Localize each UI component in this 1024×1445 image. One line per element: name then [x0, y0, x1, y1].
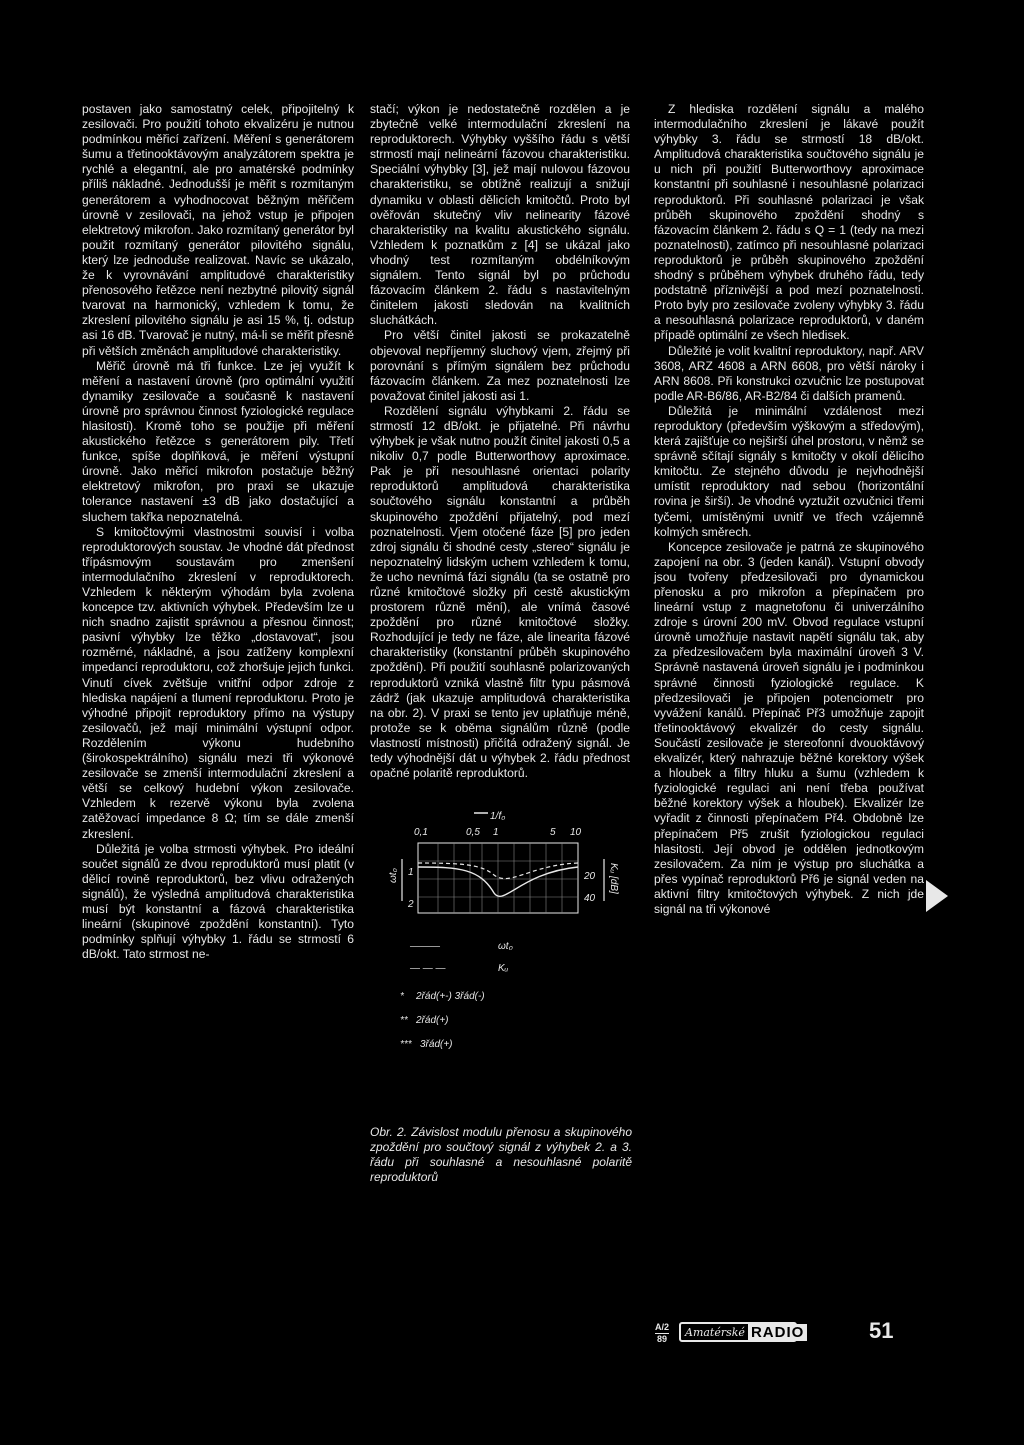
- left-tick: 2: [408, 899, 414, 910]
- x-tick: 1: [493, 827, 499, 838]
- x-tick: 5: [550, 827, 556, 838]
- legend-symbol: **: [400, 1015, 408, 1026]
- paragraph: Pro větší činitel jakosti se prokazatelně objevoval nepříjemný sluchový vjem, zřejmý při porovnání s přímým signálem bez průchodu fázovacím článkem. Za mez poznatelnosti lze považovat činitel jakosti asi 1.: [370, 328, 630, 403]
- paragraph: Rozdělení signálu výhybkami 2. řádu se strmostí 12 dB/okt. je přijatelné. Při návrhu výhybek je však nutno použít činitel jakosti 0,5 a nikoliv 0,7 podle Butterworthovy aproximace. Pak je při nesouhlasné orientaci polarity reproduktorů amplitudová charakteristika součtového signálu konstantní a průběh skupinového zpoždění přijatelný, pod mezí poznatelnosti. Vjem otočené fáze [5] pro jeden zdroj signálu či shodné cesty „stereo“ signálu je nepoznatelný lidským uchem vzhledem k tomu, že ucho nevnímá fázi signálu (ta se ostatně pro různé kmitočtové složky při cestě akustickým prostorem různě mění), ale vnímá časové zpoždění pro různé kmitočtové složky. Rozhodující je tedy ne fáze, ale linearita fázové charakteristiky (konstantní průběh skupinového zpoždění). Při použití souhlasně polarizovaných reproduktorů vzniká vlastně filtr typu pásmová zádrž (jak ukazuje amplitudová charakteristika na obr. 2). V praxi se tento jev uplatňuje méně, protože se k oběma signálům různě (podle vlastností místnosti) přičítá odražený signál. Je tedy výhodnější dát u výhybek 2. řádu přednost opačné polaritě reproduktorů.: [370, 403, 630, 781]
- legend-label: Kᵤ: [498, 963, 509, 974]
- paragraph: Měřič úrovně má tři funkce. Lze jej využít k měření a nastavení úrovně (pro optimální využití dynamiky zesilovače a současně k nastavení úrovně pro správnou činnost fyziologické regulace hlasitosti). Kromě toho se použije při měření akustického řetězce s generátorem pily. Třetí funkce, spíše doplňková, je měření výstupní úrovně. Jako měřicí mikrofon postačuje běžný elektretový mikrofon, pro praxi se ukazuje tolerance nastavení ±3 dB jako dostačující a sluchem takřka nepoznatelná.: [82, 358, 354, 524]
- paragraph: Důležité je volit kvalitní reproduktory, např. ARV 3608, ARZ 4608 a ARN 6608, pro větší nároky i ARN 8608. Při konstrukci ozvučnic lze postupovat podle AR-B6/86, AR-B2/84 či dalších pramenů.: [654, 343, 924, 403]
- right-tick: 40: [584, 893, 596, 904]
- legend-symbol: *: [400, 991, 404, 1002]
- logo-script: Amatérské: [685, 1325, 745, 1339]
- logo-brand: RADIO: [748, 1324, 807, 1341]
- issue-bottom: 89: [657, 1334, 668, 1344]
- page-footer: [655, 1320, 955, 1360]
- legend-symbol: — — —: [410, 963, 446, 974]
- magazine-logo: [679, 1322, 805, 1342]
- x-tick: 0,1: [414, 827, 428, 838]
- paragraph: postaven jako samostatný celek, připojitelný k zesilovači. Pro použití tohoto ekvalizéru je nutnou podmínkou měřicí zařízení. Měření s generátorem šumu a třetinooktávovým analyzátorem spektra je rychlé a elegantní, ale pro amatérské podmínky příliš nákladné. Jednodušší je měřit s rozmítaným generátorem a vyhodnocovat běžným měřičem úrovně v zesilovači, na jehož vstup je připojen elektretový mikrofon. Jako rozmítaný generátor byl použit rozmítaný generátor pilovitého signálu, který lze jednoduše realizovat. Navíc se ukázalo, že k vyrovnávání amplitudové charakteristiky přenosového řetězce není nezbytné pilovitý signál tvarovat na harmonický, vzhledem k tomu, že zkreslení pilovitého signálu je asi 15 %, tj. odstup asi 16 dB. Tvarovač je nutný, má-li se měřit přesně při větších změnách amplitudové charakteristiky.: [82, 102, 355, 358]
- legend-label: 3řád(+): [420, 1039, 453, 1050]
- figure-2-graph: [370, 803, 632, 1083]
- x-axis-title: 1/f₀: [490, 811, 506, 822]
- legend-label: 2řád(+-) 3řád(-): [416, 991, 485, 1002]
- issue-top: A/2: [655, 1322, 670, 1332]
- left-axis-label: ωt₀: [388, 868, 399, 883]
- text-column-2: [370, 102, 630, 781]
- paragraph: stačí; výkon je nedostatečně rozdělen a je zbytečně velké intermodulační zkreslení na reproduktorech. Výhybky vyššího řádu s větší strmostí mají nelineární fázovou charakteristiku. Speciální výhybky [3], jež mají nulovou fázovou charakteristiku, se obtížně realizují a snižují dynamiku v oblasti dělicích kmitočtů. Proto byl ověřován skutečný vliv nelinearity fázové charakteristiky na kvalitu akustického signálu. Vzhledem k poznatkům z [4] se ukázal jako vhodný test rozmítaným obdélníkovým signálem. Tento signál byl po průchodu fázovacím článkem 2. řádu s nastavitelným činitelem jakosti sledován na kvalitních sluchátkách.: [370, 102, 630, 328]
- figure-caption: Obr. 2. Závislost modulu přenosu a skupinového zpoždění pro součtový signál z výhybek 2. a 3. řádu při souhlasné a nesouhlasné polaritě reproduktorů: [370, 1125, 632, 1184]
- paragraph: S kmitočtovými vlastnostmi souvisí i volba reproduktorových soustav. Je vhodné dát přednost třípásmovým soustavám pro zmenšení intermodulačního zkreslení v reproduktorech. Vzhledem k některým výhodám byla zvolena koncepce tzv. aktivních výhybek. Především lze u nich snadno zajistit správnou a přesnou činnost; pasivní výhybky lze těžko „dostavovat“, jsou rozměrné, nákladné, a jsou zatíženy komplexní impedancí reproduktoru, což zhoršuje jejich funkci. Vinutí cívek zvětšuje vnitřní odpor zdroje z hlediska napájení a tlumení reproduktoru. Proto je výhodné připojit reproduktory přímo na výstupy zesilovačů, jež mají minimální výstupní odpor. Rozdělením výkonu hudebního (širokospektrálního) signálu mezi tři výkonové zesilovače se zmenší intermodulační zkreslení a větší se celkový hudební výkon zesilovače. Vzhledem k rezervě výkonu byla zvolena zatěžovací impedance 8 Ω; tím se dále zmenší zkreslení.: [82, 524, 354, 841]
- page-number: 51: [869, 1318, 894, 1343]
- continue-arrow-icon: [926, 880, 948, 912]
- paragraph: Z hlediska rozdělení signálu a malého intermodulačního zkreslení je lákavé použít výhybky 3. řádu se strmostí 18 dB/okt. Amplitudová charakteristika součtového signálu je u nich při použití Butterworthovy aproximace konstantní při souhlasné i nesouhlasné polarizaci reproduktorů. Při souhlasné polarizaci je však průběh skupinového zpoždění shodný s fázovacím článkem 2. řádu s Q = 1 (tedy na mezi poznatelnosti), zatímco při nesouhlasné polarizaci reproduktorů je průběh skupinového zpoždění shodný s průběhem výhybek druhého řádu, tedy podstatně příznivější a pod mezí poznatelnosti. Proto byly pro zesilovače zvoleny výhybky 3. řádu a nesouhlasná polarizace reproduktorů, v daném případě optimální ze všech hledisek.: [654, 102, 924, 343]
- right-tick: 20: [584, 871, 596, 882]
- left-tick: 1: [408, 867, 414, 878]
- legend: [400, 941, 513, 1050]
- legend-label: ωt₀: [498, 941, 513, 952]
- paragraph: Důležitá je volba strmosti výhybek. Pro ideální součet signálů ze dvou reproduktorů musí platit (v dělicí rovině reproduktorů, bez vlivu odražených signálů), že výsledná amplitudová charakteristika musí být konstantní a fázová charakteristika lineární (skupinové zpoždění konstantní). Tyto podmínky splňují výhybky 1. řádu se strmostí 6 dB/okt. Tato strmost ne-: [82, 841, 354, 962]
- paragraph: Důležitá je minimální vzdálenost mezi reproduktory (především výškovým a středovým), která zajišťuje co nejširší úhel prostoru, v němž se správně sčítají signály s kmitočty v okolí dělicího kmitočtu. Ze stejného důvodu je nejvhodnější umístit reproduktory nad sebou (horizontální rovina je širší). Je vhodné vyztužit ozvučnici třemi tyčemi, umístěnými uvnitř ve třech vzájemně kolmých směrech.: [654, 403, 924, 539]
- legend-label: 2řád(+): [416, 1015, 449, 1026]
- legend-symbol: ———: [410, 941, 440, 952]
- graph-svg: [370, 803, 632, 1083]
- grid: [418, 843, 578, 913]
- legend-symbol: ***: [400, 1039, 412, 1050]
- issue-number: [655, 1323, 669, 1344]
- paragraph: Koncepce zesilovače je patrná ze skupinového zapojení na obr. 3 (jeden kanál). Vstupní obvody jsou tvořeny předzesilovači pro dynamickou přenosku a pro mikrofon a přepínačem pro lineární vstup z magnetofonu či univerzálního zdroje s úrovní 200 mV. Obvod regulace vstupní úrovně umožňuje nastavit napětí signálu tak, aby za předzesilovačem byla maximální úroveň 3 V. Správně nastavená úroveň signálu je i podmínkou správné činnosti fyziologické regulace. K předzesilovači je připojen potenciometr pro vyvážení kanálů. Přepínač Př3 umožňuje zapojit třetinooktávový ekvalizér do cesty signálu. Součástí zesilovače je stereofonní dvouoktávový ekvalizér, který nahrazuje běžné korektory výšek a hloubek a filtry hluku a šumu (vzhledem k fyziologické regulaci ani není třeba používat běžné korektory výšek a hloubek). Ekvalizér lze vyřadit z činnosti přepínačem Př4. Obdobně lze přepínačem Př5 zrušit fyziologickou regulaci hlasitosti. Její obvod je oddělen jednotkovým zesilovačem. Za ním je výstup pro sluchátka a přes vypínač reproduktorů Př6 je signál veden na aktivní filtry kmitočtových výhybek. Z nich jde signál na tři výkonové: [654, 539, 924, 916]
- x-tick: 10: [570, 827, 582, 838]
- x-tick: 0,5: [466, 827, 480, 838]
- text-column-3: [654, 102, 924, 917]
- right-axis-label: Kᵤ [dB]: [608, 863, 619, 894]
- text-column-1: [82, 102, 354, 962]
